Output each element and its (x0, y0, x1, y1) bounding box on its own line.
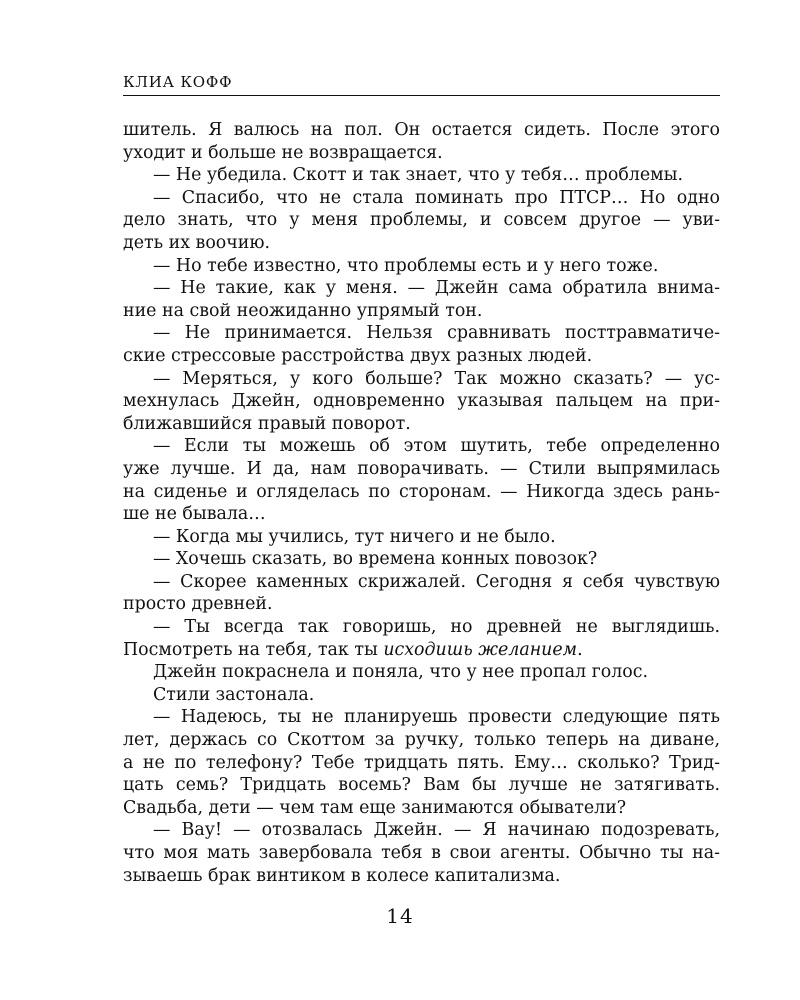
text-line: зываешь брак винтиком в колесе капитализма. (123, 865, 561, 886)
text-line: Свадьба, дети — чем там еще занимаются обыватели? (123, 797, 627, 818)
text-line: Стили застонала. (153, 684, 315, 705)
text-line: — Скорее каменных скрижалей. Сегодня я себя чувствую (153, 571, 720, 592)
text-line: шитель. Я валюсь на пол. Он остается сидеть. После этого (123, 120, 720, 140)
text-line: Посмотреть на тебя, так ты исходишь желанием. (123, 639, 583, 660)
text-line: — Но тебе известно, что проблемы есть и у него тоже. (153, 255, 659, 276)
text-line: — Не такие, как у меня. — Джейн сама обратила внима- (153, 278, 720, 299)
text-line: на сиденье и огляделась по сторонам. — Никогда здесь рань- (123, 481, 720, 502)
text-line: а не по телефону? Тебе тридцать пять. Ему… сколько? Трид- (123, 752, 720, 773)
text-line: что моя мать завербовала тебя в свои агенты. Обычно ты на- (123, 843, 720, 863)
text-line: просто древней. (123, 594, 273, 615)
text-line: цать семь? Тридцать восемь? Вам бы лучше не затягивать. (123, 775, 720, 796)
text-line: — Вау! — отозвалась Джейн. — Я начинаю подозревать, (153, 820, 720, 841)
text-line: — Когда мы учились, тут ничего и не было. (153, 526, 556, 547)
text-line: — Если ты можешь об этом шутить, тебе определенно (153, 436, 720, 457)
text-line: — Хочешь сказать, во времена конных повозок? (153, 549, 598, 570)
text-line: — Не убедила. Скотт и так знает, что у тебя… проблемы. (153, 165, 684, 186)
text-line: — Надеюсь, ты не планируешь провести следующие пять (153, 707, 720, 728)
body-text (123, 119, 720, 887)
page-number: 14 (386, 904, 414, 928)
text-line: дело знать, что у меня проблемы, и совсем другое — уви- (123, 210, 720, 231)
text-line: ше не бывала… (123, 504, 266, 525)
text-line: ские стрессовые расстройства двух разных людей. (123, 345, 593, 366)
text-line: уже лучше. И да, нам поворачивать. — Стили выпрямилась (123, 458, 720, 479)
text-line: лет, держась со Скоттом за ручку, только теперь на диване, (123, 730, 720, 751)
text-line: — Спасибо, что не стала поминать про ПТСР… Но одно (153, 187, 720, 208)
text-line: мехнулась Джейн, одновременно указывая пальцем на при- (123, 391, 720, 412)
running-title: КЛИА КОФФ (123, 73, 233, 91)
text-line: — Ты всегда так говоришь, но древней не выглядишь. (153, 617, 720, 638)
emphasis: исходишь желанием (383, 639, 578, 660)
text-line: — Меряться, у кого больше? Так можно сказать? — ус- (153, 368, 720, 389)
text-line: деть их воочию. (123, 232, 271, 253)
text-line: ближавшийся правый поворот. (123, 413, 411, 434)
text-line: ние на свой неожиданно упрямый тон. (123, 300, 483, 321)
text-line: уходит и больше не возвращается. (123, 142, 443, 163)
text-line: Джейн покраснела и поняла, что у нее пропал голос. (153, 662, 649, 683)
running-header (123, 73, 720, 96)
text-line: — Не принимается. Нельзя сравнивать посттравматиче- (153, 323, 720, 344)
